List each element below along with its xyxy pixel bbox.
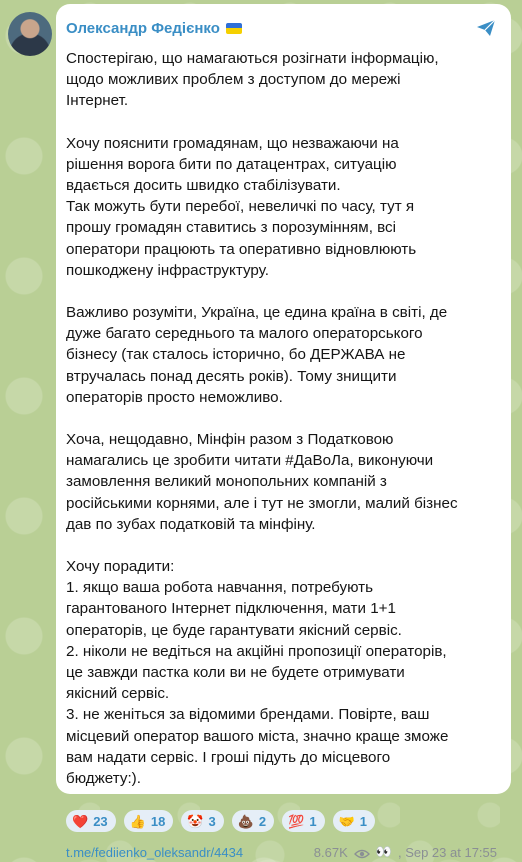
text-line: якісний сервіс. [66,685,170,703]
reaction-chip[interactable] [66,810,116,832]
reaction-chip[interactable] [232,810,274,832]
reaction-count: 23 [93,813,108,829]
text-line: Хочу порадити: [66,558,175,576]
author[interactable] [66,20,242,37]
reaction-count: 3 [208,813,216,829]
text-line: це завжди пастка коли ви не будете отримувати [66,664,405,682]
author-name[interactable]: Олександр Федієнко [66,19,220,37]
text-line: Так можуть бути перебої, невеличкі по часу, тут я [66,198,415,216]
post-date: , Sep 23 at 17:55 [397,844,497,860]
text-line: оператори працюють та оперативно відновлюють [66,240,417,258]
text-line: втручалась понад десять років). Тому знищити [66,367,397,385]
paragraph [66,196,497,281]
reactions-bar [66,810,497,832]
text-line: замовлення великий монопольних компаній з [66,473,387,491]
text-line: 3. не женіться за відомими брендами. Повірте, ваш [66,706,430,724]
message-footer [66,844,497,860]
avatar[interactable] [8,12,52,56]
reaction-emoji: ❤️ [72,813,89,829]
reaction-chip[interactable] [181,810,223,832]
text-line: місцевий оператор вашого міста, значно краще зможе [66,727,449,745]
text-line: вам надати сервіс. І гроші підуть до місцевого [66,748,391,766]
text-line: Інтернет. [66,92,129,110]
text-line: дуже багато середнього та малого операторського [66,325,423,343]
text-line: російськими корнями, але і тут не змогли, малий бізнес [66,494,458,512]
reaction-emoji: 💯 [288,813,305,829]
text-line: дав по зубах податковій та мінфіну. [66,515,316,533]
text-line: вдається досить швидко стабілізувати. [66,177,341,195]
share-arrow-icon[interactable] [475,18,497,38]
reaction-chip[interactable] [124,810,174,832]
text-line: рішення ворога бити по датацентрах, ситуацію [66,155,397,173]
text-line: бізнесу (так сталось історично, бо ДЕРЖАВА не [66,346,406,364]
message-header [66,14,497,42]
reaction-emoji: 🤝 [338,813,355,829]
text-line: Важливо розуміти, Україна, це едина країна в світі, де [66,304,448,322]
text-line: Хочу пояснити громадянам, що незважаючи на [66,134,399,152]
reaction-emoji: 💩 [237,813,254,829]
reaction-count: 18 [150,813,166,829]
text-line: гарантованого Інтернет підключення, мати 1+1 [66,600,396,618]
paragraph [66,556,497,789]
message-meta [314,844,497,860]
views-count: 8.67K [313,844,348,860]
post-link[interactable]: t.me/fediienko_oleksandr/4434 [66,844,244,860]
text-line: 1. якщо ваша робота навчання, потребують [66,579,374,597]
text-line: бюджету:). [66,770,141,788]
paragraph [66,133,497,197]
reaction-count: 1 [359,813,367,829]
reaction-count: 2 [258,813,267,829]
paragraph [66,302,497,408]
message-text [66,48,497,789]
paragraph [66,429,497,535]
text-line: Спостерігаю, що намагаються розігнати інформацію, [66,50,439,67]
message-bubble [56,4,511,860]
text-line: операторів, це буде гарантувати якісний сервіс. [66,621,402,639]
text-line: Хоча, нещодавно, Мінфін разом з Податковою [66,431,394,449]
text-line: щодо можливих проблем з доступом до мережі [66,71,401,89]
text-line: прошу громадян ставитись з порозумінням, всі [66,219,397,237]
paragraph [66,48,497,112]
text-line: намагались це зробити читати #ДаВоЛа, виконуючи [66,452,434,470]
reaction-count: 1 [309,813,317,829]
reaction-chip[interactable] [282,810,324,832]
eye-icon [354,847,370,857]
reaction-emoji: 👍 [129,813,146,829]
reaction-chip[interactable] [333,810,375,832]
text-line: 2. ніколи не ведіться на акційні пропозиції операторів, [66,642,447,660]
ukraine-flag-icon [226,23,242,34]
text-line: пошкоджену інфраструктуру. [66,261,269,279]
reaction-emoji: 🤡 [187,813,204,829]
eyes-emoji: 👀 [375,844,392,860]
text-line: операторів просто неможливо. [66,388,283,406]
